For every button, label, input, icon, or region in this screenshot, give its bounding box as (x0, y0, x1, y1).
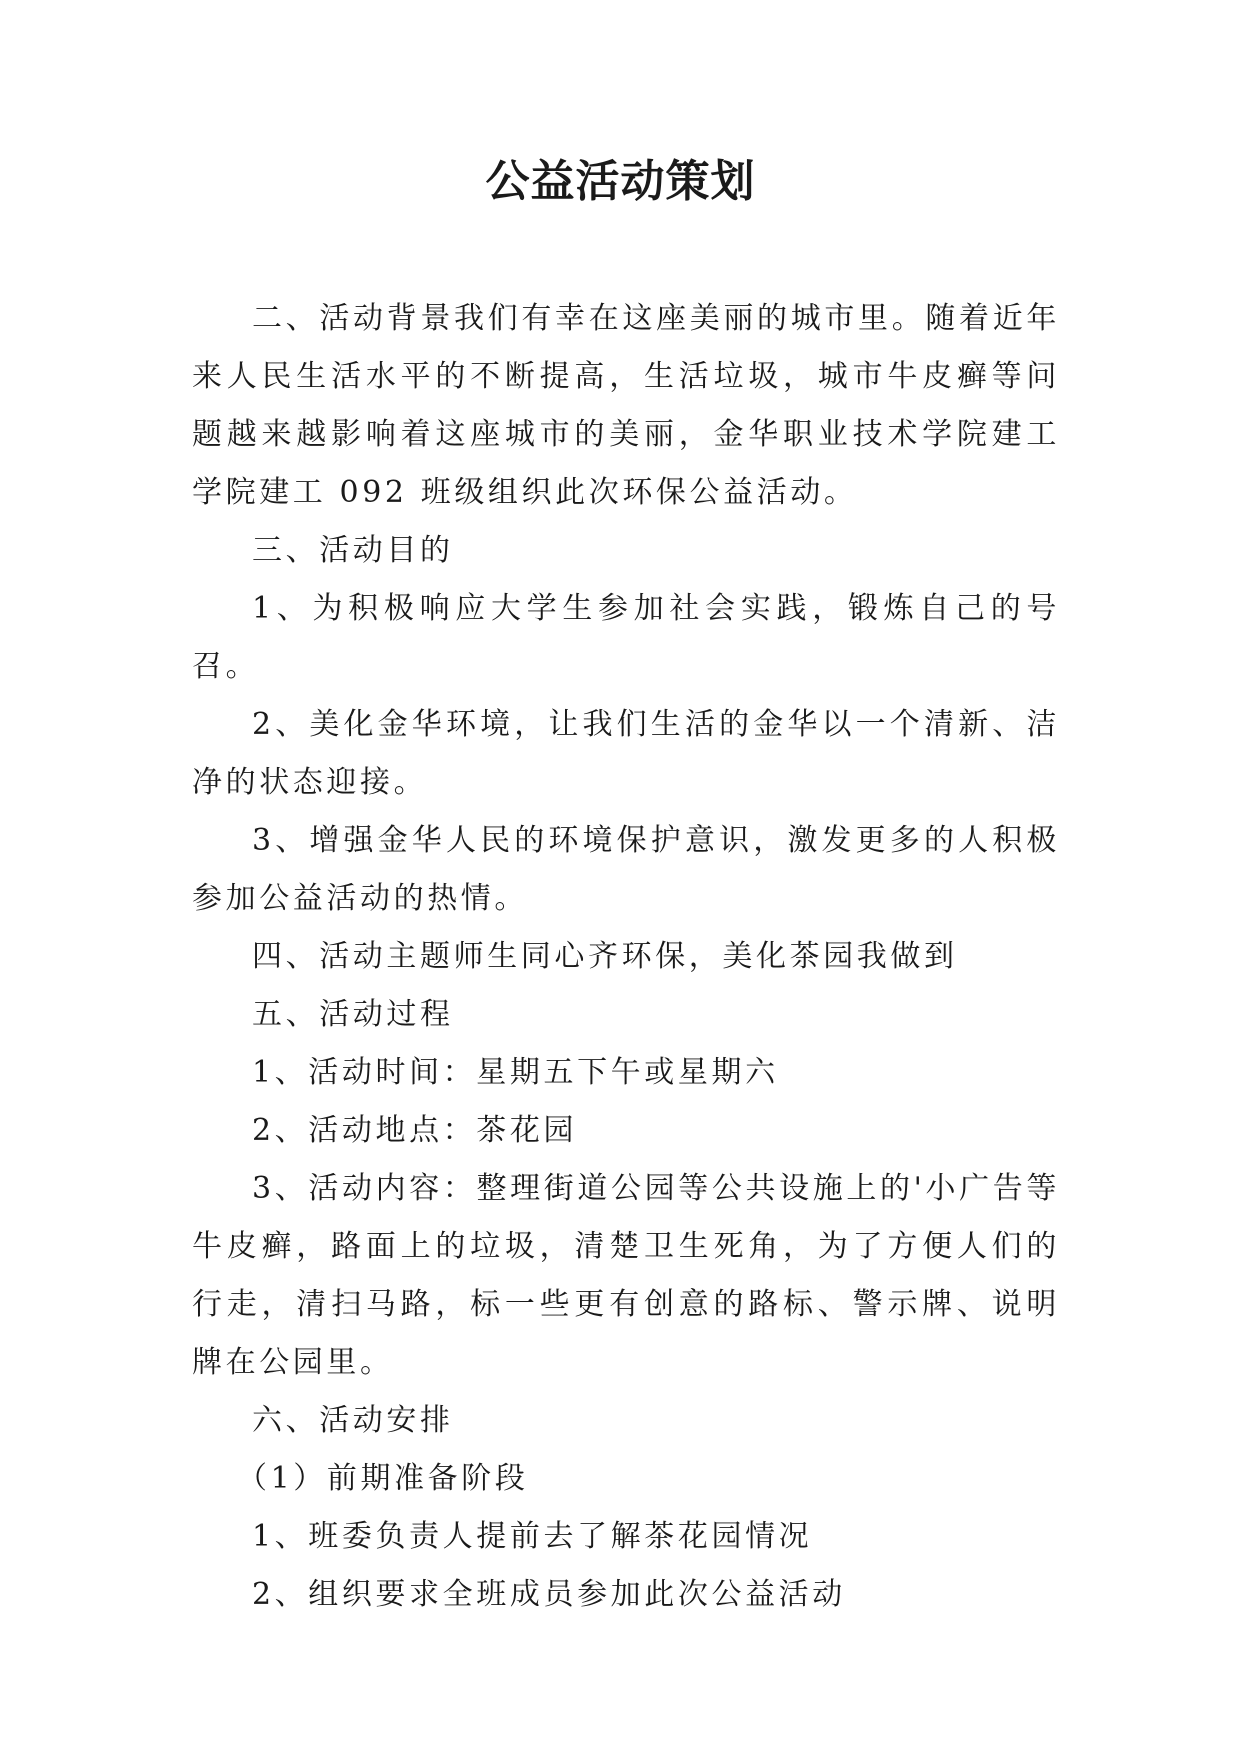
paragraph-process-location: 2、活动地点：茶花园 (252, 1113, 578, 1148)
paragraph-preparation-2: 2、组织要求全班成员参加此次公益活动 (252, 1577, 846, 1612)
heading-theme: 四、活动主题师生同心齐环保，美化茶园我做到 (252, 939, 958, 974)
paragraph-purpose-3: 3、增强金华人民的环境保护意识，激发更多的人积极参加公益活动的热情。 (192, 823, 1060, 916)
paragraph-background: 二、活动背景我们有幸在这座美丽的城市里。随着近年来人民生活水平的不断提高，生活垃圾，城市牛皮癣等问题越来越影响着这座城市的美丽，金华职业技术学院建工学院建工 092 班级组织此次环保公益活动。 (192, 301, 1060, 510)
paragraph-process-content: 3、活动内容：整理街道公园等公共设施上的'小广告等牛皮癣，路面上的垃圾，清楚卫生死角，为了方便人们的行走，清扫马路，标一些更有创意的路标、警示牌、说明牌在公园里。 (192, 1171, 1060, 1380)
heading-process: 五、活动过程 (252, 997, 454, 1032)
paragraph-process-time: 1、活动时间：星期五下午或星期六 (252, 1055, 779, 1090)
document-title: 公益活动策划 (485, 156, 756, 207)
heading-purpose: 三、活动目的 (252, 533, 454, 568)
paragraph-purpose-1: 1、为积极响应大学生参加社会实践，锻炼自己的号召。 (192, 591, 1060, 684)
paragraph-preparation-1: 1、班委负责人提前去了解茶花园情况 (252, 1519, 813, 1554)
paragraph-purpose-2: 2、美化金华环境，让我们生活的金华以一个清新、洁净的状态迎接。 (192, 707, 1060, 800)
heading-arrangement: 六、活动安排 (252, 1403, 454, 1438)
heading-preparation-stage: （1）前期准备阶段 (237, 1461, 529, 1496)
document-body (192, 290, 1060, 1624)
